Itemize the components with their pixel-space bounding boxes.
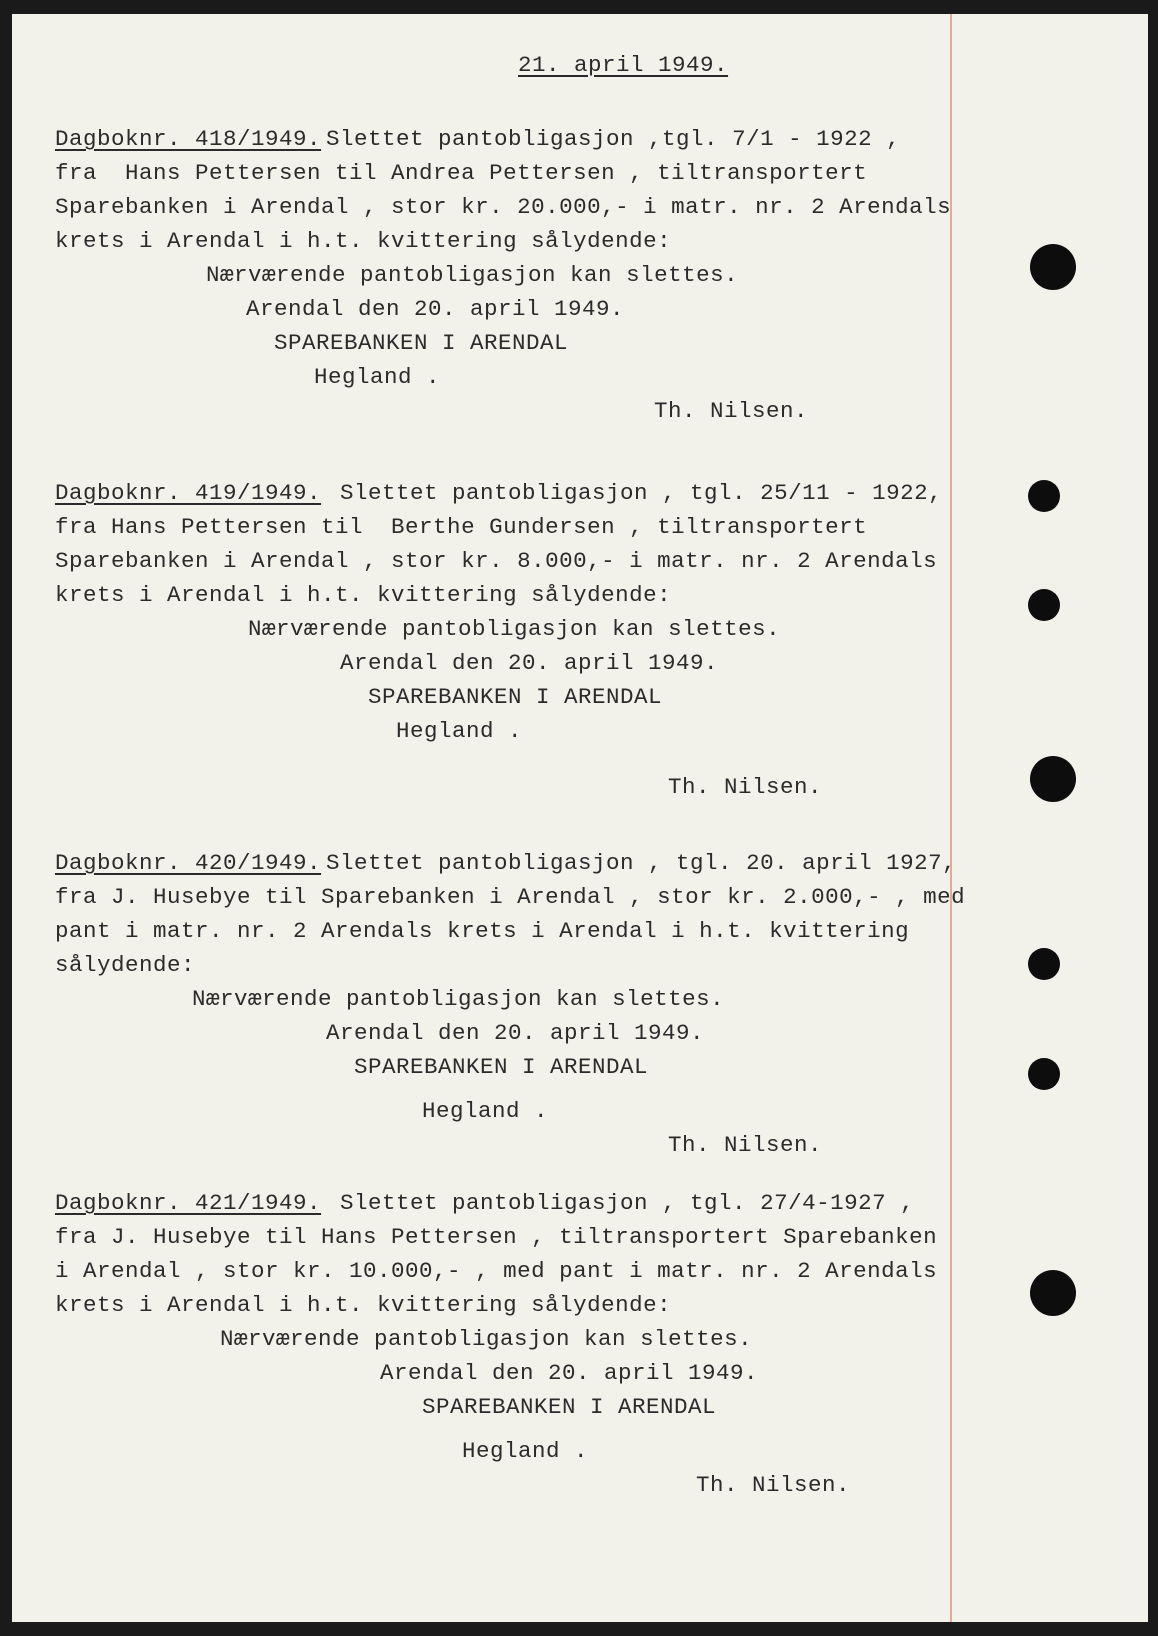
entry-text: pant i matr. nr. 2 Arendals krets i Arendal i h.t. kvittering: [55, 918, 910, 944]
entry-text: Slettet pantobligasjon , tgl. 27/4-1927 ,: [340, 1190, 915, 1216]
ledger-page: [12, 14, 1148, 1622]
entry-ref: Dagboknr. 421/1949.: [55, 1190, 322, 1216]
entry-ref: Dagboknr. 419/1949.: [55, 480, 322, 506]
quote-signer: Th. Nilsen.: [668, 774, 823, 800]
punch-hole: [1028, 480, 1060, 512]
quote-statement: Nærværende pantobligasjon kan slettes.: [220, 1326, 753, 1352]
quote-signer: Th. Nilsen.: [696, 1472, 851, 1498]
quote-statement: Nærværende pantobligasjon kan slettes.: [248, 616, 781, 642]
quote-bank: SPAREBANKEN I ARENDAL: [368, 684, 663, 710]
entry-text: Sparebanken i Arendal , stor kr. 20.000,- i matr. nr. 2 Arendals: [55, 194, 952, 220]
quote-place-date: Arendal den 20. april 1949.: [380, 1360, 759, 1386]
quote-signer: Hegland .: [314, 364, 441, 390]
quote-bank: SPAREBANKEN I ARENDAL: [354, 1054, 649, 1080]
page-date: 21. april 1949.: [518, 52, 729, 78]
entry-text: Slettet pantobligasjon , tgl. 20. april 1927,: [326, 850, 957, 876]
quote-place-date: Arendal den 20. april 1949.: [246, 296, 625, 322]
quote-signer: Th. Nilsen.: [654, 398, 809, 424]
quote-signer: Hegland .: [462, 1438, 589, 1464]
entry-ref: Dagboknr. 418/1949.: [55, 126, 322, 152]
entry-text: krets i Arendal i h.t. kvittering sålydende:: [55, 1292, 672, 1318]
punch-hole: [1028, 1058, 1060, 1090]
entry-text: fra Hans Pettersen til Andrea Pettersen , tiltransportert: [55, 160, 868, 186]
entry-text: fra Hans Pettersen til Berthe Gundersen , tiltransportert: [55, 514, 868, 540]
entry-text: Slettet pantobligasjon ,tgl. 7/1 - 1922 ,: [326, 126, 901, 152]
entry-text: krets i Arendal i h.t. kvittering sålydende:: [55, 228, 672, 254]
quote-place-date: Arendal den 20. april 1949.: [340, 650, 719, 676]
entry-text: Sparebanken i Arendal , stor kr. 8.000,- i matr. nr. 2 Arendals: [55, 548, 938, 574]
quote-bank: SPAREBANKEN I ARENDAL: [422, 1394, 717, 1420]
entry-text: i Arendal , stor kr. 10.000,- , med pant i matr. nr. 2 Arendals: [55, 1258, 938, 1284]
quote-place-date: Arendal den 20. april 1949.: [326, 1020, 705, 1046]
entry-ref: Dagboknr. 420/1949.: [55, 850, 322, 876]
entry-text: fra J. Husebye til Hans Pettersen , tiltransportert Sparebanken: [55, 1224, 938, 1250]
punch-hole: [1030, 756, 1076, 802]
margin-rule: [950, 14, 952, 1622]
quote-statement: Nærværende pantobligasjon kan slettes.: [192, 986, 725, 1012]
punch-hole: [1028, 589, 1060, 621]
entry-text: krets i Arendal i h.t. kvittering sålydende:: [55, 582, 672, 608]
quote-statement: Nærværende pantobligasjon kan slettes.: [206, 262, 739, 288]
entry-text: fra J. Husebye til Sparebanken i Arendal , stor kr. 2.000,- , med: [55, 884, 966, 910]
entry-text: Slettet pantobligasjon , tgl. 25/11 - 1922,: [340, 480, 943, 506]
quote-signer: Th. Nilsen.: [668, 1132, 823, 1158]
punch-hole: [1030, 1270, 1076, 1316]
entry-text: sålydende:: [55, 952, 196, 978]
quote-bank: SPAREBANKEN I ARENDAL: [274, 330, 569, 356]
quote-signer: Hegland .: [422, 1098, 549, 1124]
quote-signer: Hegland .: [396, 718, 523, 744]
punch-hole: [1028, 948, 1060, 980]
punch-hole: [1030, 244, 1076, 290]
